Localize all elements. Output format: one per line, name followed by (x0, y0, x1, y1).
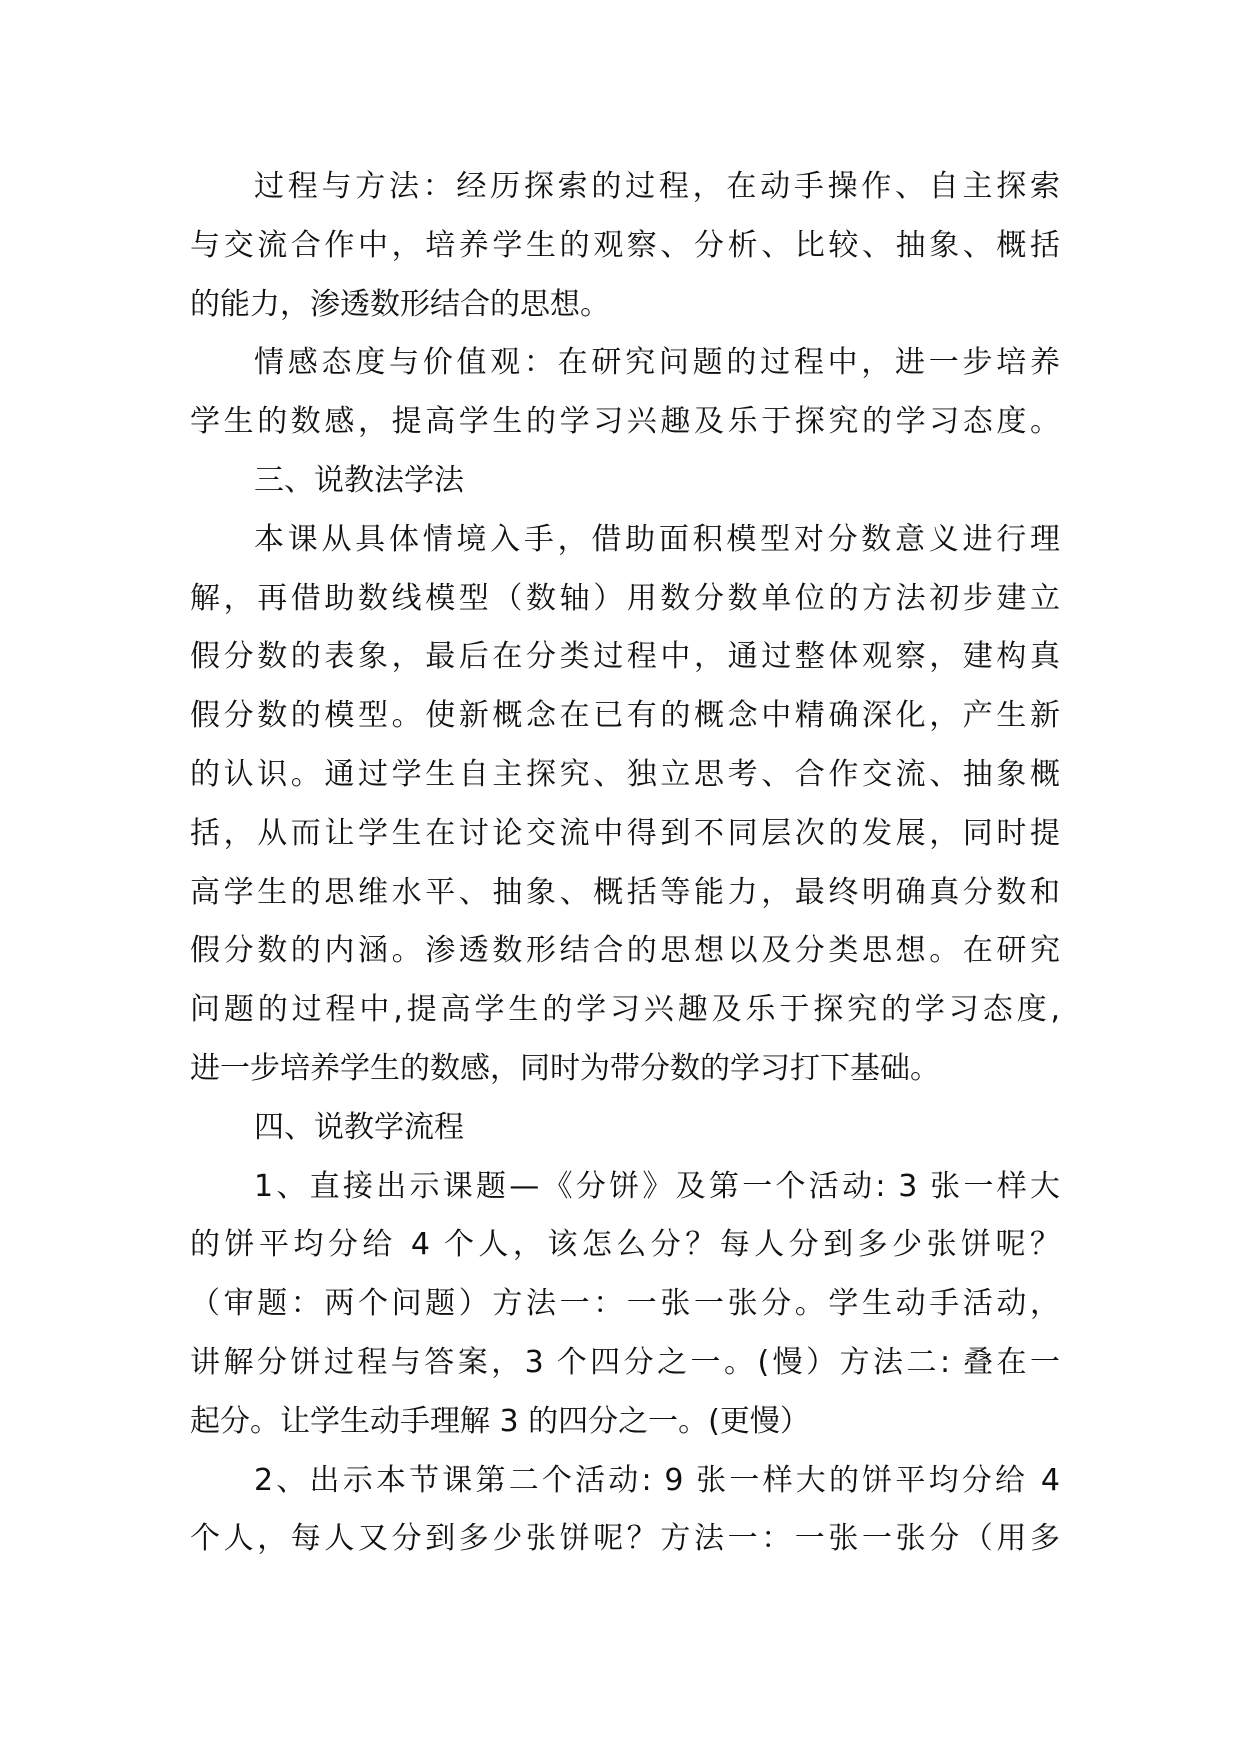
text-line: 情感态度与价值观：在研究问题的过程中，进一步培养 (254, 345, 1060, 381)
text-line: 讲解分饼过程与答案，3 个四分之一。(慢）方法二: 叠在一 (190, 1344, 1060, 1380)
text-line: 括，从而让学生在讨论交流中得到不同层次的发展，同时提 (190, 815, 1060, 851)
text-line: 的饼平均分给 4 个人，该怎么分？每人分到多少张饼呢？ (190, 1227, 1060, 1263)
text-line: 假分数的表象，最后在分类过程中，通过整体观察，建构真 (190, 639, 1060, 675)
section-heading: 四、说教学流程 (254, 1109, 464, 1145)
text-line: 的能力，渗透数形结合的思想。 (190, 286, 610, 322)
text-line: 假分数的模型。使新概念在已有的概念中精确深化，产生新 (190, 698, 1060, 734)
text-line: 本课从具体情境入手，借助面积模型对分数意义进行理 (254, 521, 1060, 557)
text-line: （审题：两个问题）方法一：一张一张分。学生动手活动， (190, 1286, 1060, 1322)
text-line: 解，再借助数线模型（数轴）用数分数单位的方法初步建立 (190, 580, 1060, 616)
text-line: 高学生的思维水平、抽象、概括等能力，最终明确真分数和 (190, 874, 1060, 910)
text-line: 过程与方法：经历探索的过程，在动手操作、自主探索 (254, 169, 1060, 204)
text-line: 个人，每人又分到多少张饼呢？方法一：一张一张分（用多 (190, 1521, 1060, 1557)
text-line: 与交流合作中，培养学生的观察、分析、比较、抽象、概括 (190, 227, 1060, 263)
text-line: 的认识。通过学生自主探究、独立思考、合作交流、抽象概 (190, 756, 1060, 792)
text-line: 假分数的内涵。渗透数形结合的思想以及分类思想。在研究 (190, 933, 1060, 969)
text-line: 起分。让学生动手理解 3 的四分之一。(更慢） (190, 1403, 810, 1439)
document-body (190, 158, 1060, 1569)
text-line: 1、直接出示课题—《分饼》及第一个活动: 3 张一样大 (254, 1168, 1060, 1204)
text-line: 进一步培养学生的数感，同时为带分数的学习打下基础。 (190, 1050, 940, 1086)
text-line: 问题的过程中,提高学生的学习兴趣及乐于探究的学习态度, (190, 992, 1060, 1028)
text-line: 学生的数感，提高学生的学习兴趣及乐于探究的学习态度。 (190, 404, 1060, 440)
text-line: 2、出示本节课第二个活动: 9 张一样大的饼平均分给 4 (254, 1462, 1060, 1498)
section-heading: 三、说教法学法 (254, 462, 464, 498)
